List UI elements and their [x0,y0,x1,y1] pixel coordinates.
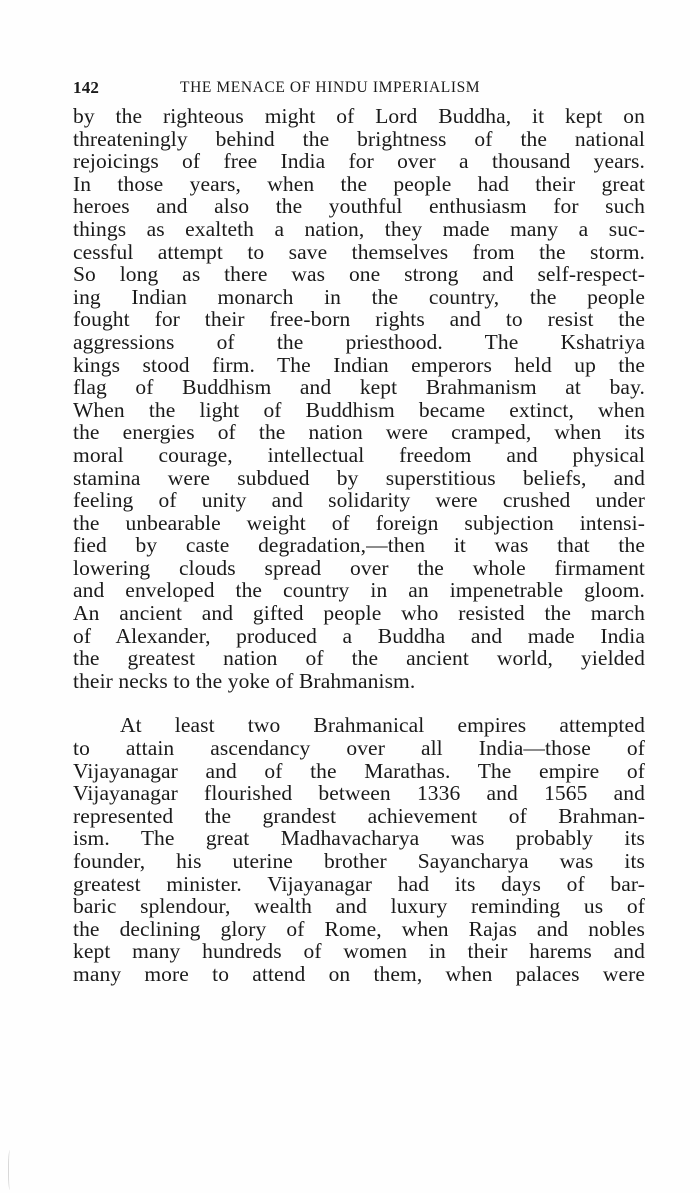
text-line: and enveloped the country in an impenetrable gloom. [73,578,645,603]
text-line: ism. The great Madhavacharya was probably its [73,826,645,851]
text-line: represented the grandest achievement of Brahman- [73,803,645,828]
text-line: aggressions of the priesthood. The Kshatriya [73,329,645,354]
text-line: In those years, when the people had their great [73,171,645,196]
text-line: feeling of unity and solidarity were crushed under [73,488,645,513]
text-line: When the light of Buddhism became extinct, when [73,397,645,422]
text-line: rejoicings of free India for over a thousand years. [73,149,645,174]
text-line: many more to attend on them, when palaces were [73,961,645,986]
text-line: baric splendour, wealth and luxury reminding us of [73,894,645,919]
text-line: things as exalteth a nation, they made many a suc- [73,216,645,241]
text-line: fied by caste degradation,—then it was that the [73,533,645,558]
text-line: Vijayanagar flourished between 1336 and 1565 and [73,781,645,806]
text-line: stamina were subdued by superstitious beliefs, and [73,465,645,490]
text-line: An ancient and gifted people who resisted the march [73,601,645,626]
text-line: ing Indian monarch in the country, the people [73,284,645,309]
page-number: 142 [73,78,100,97]
text-line: of Alexander, produced a Buddha and made India [73,623,645,648]
text-line: kept many hundreds of women in their harems and [73,939,645,964]
page-edge-mark [8,1150,13,1190]
text-line: the greatest nation of the ancient world, yielded [73,646,645,671]
text-line: flag of Buddhism and kept Brahmanism at bay. [73,375,645,400]
text-line: So long as there was one strong and self-respect- [73,262,645,287]
paragraph-2 [73,714,645,985]
text-line: founder, his uterine brother Sayancharya was its [73,849,645,873]
text-line: heroes and also the youthful enthusiasm for such [73,194,645,219]
running-head [73,78,643,102]
text-line: cessful attempt to save themselves from the storm. [73,239,645,264]
text-line: lowering clouds spread over the whole firmament [73,555,645,580]
running-title: THE MENACE OF HINDU IMPERIALISM [180,79,481,96]
text-line: Vijayanagar and of the Marathas. The empire of [73,758,645,783]
body-text [73,105,645,986]
text-line: the energies of the nation were cramped, when its [73,420,645,445]
text-line: to attain ascendancy over all India—those of [73,736,645,761]
text-line: their necks to the yoke of Brahmanism. [73,668,416,693]
text-line: the unbearable weight of foreign subjection intensi- [73,510,645,535]
text-line: kings stood firm. The Indian emperors held up the [73,352,645,377]
text-line: At least two Brahmanical empires attempted [120,713,645,738]
text-line: by the righteous might of Lord Buddha, it kept on [73,104,645,128]
paragraph-1 [73,105,645,692]
text-line: moral courage, intellectual freedom and physical [73,442,645,467]
paragraph-gap [73,692,645,714]
text-line: fought for their free-born rights and to resist the [73,307,645,332]
text-line: greatest minister. Vijayanagar had its days of bar- [73,871,645,896]
text-line: threateningly behind the brightness of the national [73,126,645,151]
text-line: the declining glory of Rome, when Rajas and nobles [73,916,645,941]
